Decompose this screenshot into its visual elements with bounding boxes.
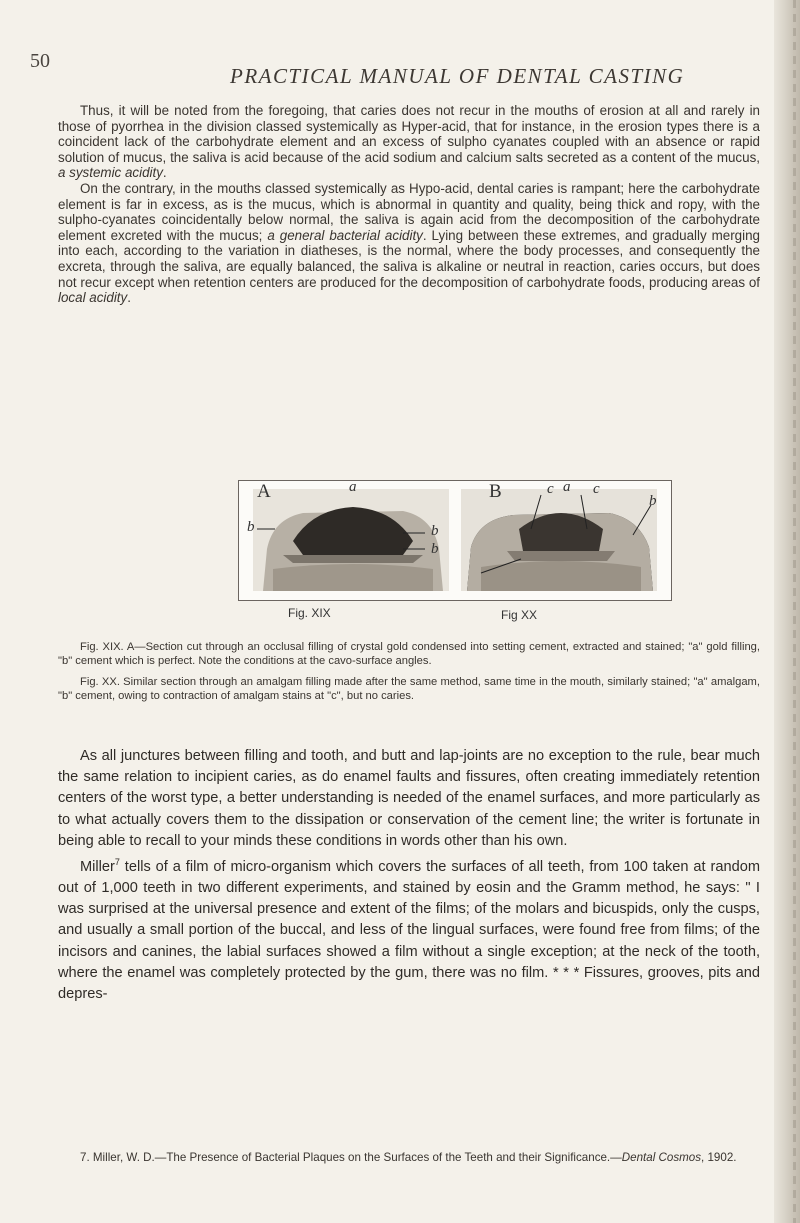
page-edge [774,0,800,1223]
intro-text [58,103,760,306]
emphasis-systemic-acidity: a systemic acidity [58,165,163,181]
emphasis-general-bacterial-acidity: a general bacterial acidity [267,227,423,243]
page-header [30,46,750,86]
label-b-far: b [649,493,657,509]
page-number: 50 [30,50,50,72]
label-A: A [257,481,271,502]
figure-captions [58,640,760,709]
figure-xx-image [461,479,657,591]
intro-paragraph-2: On the contrary, in the mouths classed systemically as Hypo-acid, dental caries is rampant; here the carbohydrate element is far in excess, as is the mucus, which is abnormal in quantity and quality, being thick and ropy, with the sulpho-cyanates coincidentally below normal, the saliva is again acid from the decomposition of the carbohydrate element excreted with the mucus; a general bacterial acidity. Lying between these extremes, and gradually merging into each, according to the variation in diatheses, is the normal, where the body processes, and consequently the excreta, through the saliva, are equally balanced, the saliva is alkaline or neutral in reaction, caries occurs, but does not recur except when retention centers are produced for the decomposition of carbohydrate foods, producing areas of local acidity. [58,180,761,306]
figure-xx-label: Fig XX [501,608,538,622]
caption-fig-xix: Fig. XIX. A—Section cut through an occlusal filling of crystal gold condensed into setting cement, extracted and stained; "a" gold filling, "b" cement which is perfect. Note the conditions at the cavo-surface angles. [58,641,760,668]
figure-xix-image [247,479,449,591]
figure-xix-drawing [253,489,449,591]
emphasis-local-acidity: local acidity [58,290,128,306]
body-paragraph-2: Miller$^7$ tells of a film of micro-organism which covers the surfaces of all teeth, from 100 taken at random out of 1,000 teeth in two different experiments, and stained by eosin and the Gramm method, he says: " I was surprised at the universal presence and extent of the films; of the molars and bicuspids, only the cusps, and usually a small portion of the buccal, and less of the lingual surfaces, were found free from films; of the incisors and canines, the labial surfaces showed a film without a single exception; at the neck of the tooth, where the enamel was completely protected by the gum, there was no film. * * * Fissures, grooves, pits and depres- [58,857,760,1003]
main-body-text [58,746,760,1005]
intro-paragraph-1: Thus, it will be noted from the foregoing, that caries does not recur in the mouths of erosion at all and rarely in those of pyorrhea in the division classed systemically as Hyper-acid, that for instance, in the erosion types there is a coincident lack of the carbohydrate element and an excess of sulpho cyanates coupled with an absence or rapid solution of mucus, the saliva is acid because of the acid sodium and calcium salts secreted as a content of the mucus, a systemic acidity. [58,103,760,181]
footnote-journal: Dental Cosmos [621,1151,702,1164]
label-b-left: b [247,519,255,535]
footnote [58,1150,760,1166]
caption-fig-xx: Fig. XX. Similar section through an amalgam filling made after the same method, same time in the mouth, similarly stained; "a" amalgam, "b" cement, owing to contraction of amalgam stains at "c", but no caries. [58,675,760,702]
label-b-right-2: b [431,541,439,557]
figure-plate [238,480,672,601]
label-a: a [349,479,357,495]
label-c-1: c [547,481,554,497]
figure-xix-label: Fig. XIX [288,606,331,620]
body-paragraph-1: As all junctures between filling and tooth, and butt and lap-joints are no exception to the rule, bear much the same relation to incipient caries, as do enamel faults and fissures, often creating immediately retention centers of the worst type, a better understanding is needed of the enamel surfaces, and more particularly as to what actually covers them to the dissipation or conservation of the cement line; the writer is fortunate in being able to recall to your minds these conditions in words other than his own. [58,748,760,849]
label-B: B [489,481,502,502]
label-c-2: c [593,481,600,497]
label-a-b: a [563,479,571,495]
footnote-7: 7. Miller, W. D.—The Presence of Bacterial Plaques on the Surfaces of the Teeth and their Significance.—Dental Cosmos, 1902. [80,1151,737,1164]
label-b-right-1: b [431,523,439,539]
footnote-ref: 7 [114,857,120,868]
figure-labels-row [58,604,760,624]
running-head: PRACTICAL MANUAL OF DENTAL CASTING [230,64,685,88]
figure-xx-drawing [461,489,657,591]
